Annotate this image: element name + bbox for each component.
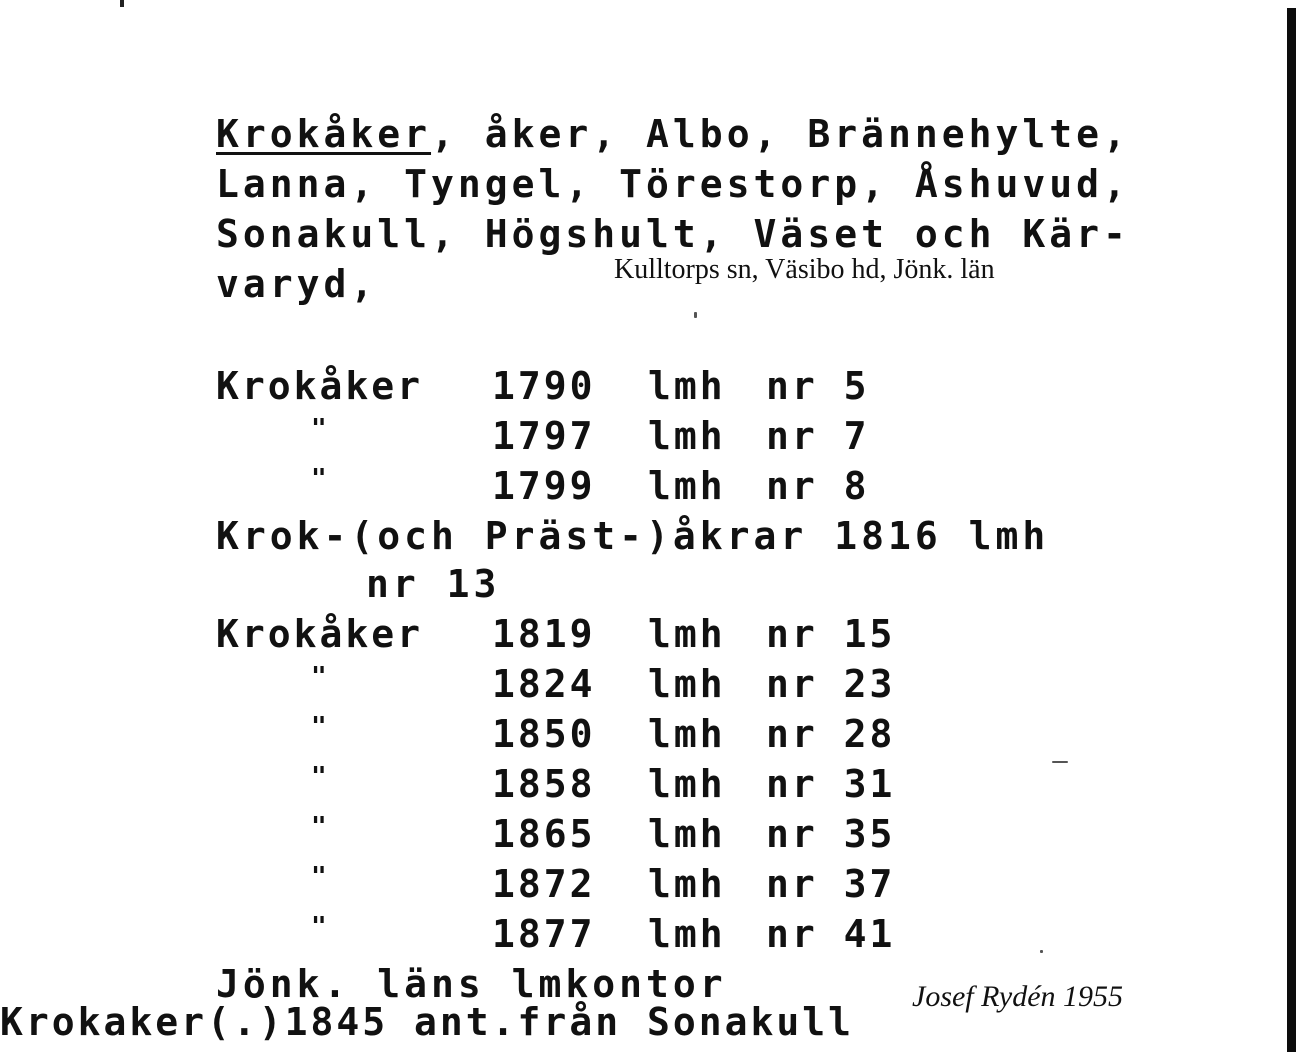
entry-year: 1790 [492,364,596,408]
entry-row [216,912,936,956]
scan-speck [1040,950,1043,953]
entry-row [216,612,936,656]
entry-row [216,364,936,408]
entry-name: Krokåker [216,364,424,408]
ditto-mark: " [311,912,330,942]
entry-year: 1824 [492,662,596,706]
entry-year: 1850 [492,712,596,756]
entry-nr: nr 41 [766,912,896,956]
entry-row [216,464,936,508]
entry-year: 1797 [492,414,596,458]
ditto-mark: " [311,862,330,892]
entry-nr: nr 31 [766,762,896,806]
source-line: Jönk. läns lmkontor [216,962,727,1006]
ditto-mark: " [311,812,330,842]
entry-name: Krokåker [216,612,424,656]
ditto-mark: " [311,712,330,742]
entry-row [216,812,936,856]
krok-prast-line-2: nr 13 [366,562,501,606]
entry-row [216,762,936,806]
heading-place-name: Krokåker [216,112,432,156]
entry-nr: nr 15 [766,612,896,656]
heading-line-4: varyd, [216,262,378,306]
entry-nr: nr 37 [766,862,896,906]
heading-line-1 [216,112,1130,156]
entry-year: 1799 [492,464,596,508]
entry-lmh: lmh [648,414,726,458]
ditto-mark: " [311,662,330,692]
entry-row [216,862,936,906]
entry-nr: nr 28 [766,712,896,756]
entry-lmh: lmh [648,712,726,756]
heading-line-2: Lanna, Tyngel, Törestorp, Åshuvud, [216,162,1130,206]
entry-lmh: lmh [648,662,726,706]
entry-year: 1872 [492,862,596,906]
entry-lmh: lmh [648,364,726,408]
heading-line-1-rest: , åker, Albo, Brännehylte, [431,112,1130,156]
heading-line-3: Sonakull, Högshult, Väset och Kär- [216,212,1130,256]
entry-lmh: lmh [648,612,726,656]
entry-nr: nr 23 [766,662,896,706]
signature: Josef Rydén 1955 [912,980,1124,1013]
entry-nr: nr 35 [766,812,896,856]
ditto-mark: " [311,762,330,792]
entry-year: 1819 [492,612,596,656]
parish-note: Kulltorps sn, Väsibo hd, Jönk. län [614,254,995,285]
entry-nr: nr 7 [766,414,870,458]
entry-lmh: lmh [648,862,726,906]
entry-row [216,662,936,706]
entry-lmh: lmh [648,812,726,856]
entry-lmh: lmh [648,464,726,508]
entry-row [216,712,936,756]
entry-year: 1877 [492,912,596,956]
footer-line: Krokaker(.)1845 ant.från Sonakull [0,1000,854,1044]
entry-nr: nr 8 [766,464,870,508]
scan-mark [120,0,124,7]
scan-speck [1052,761,1068,763]
entry-nr: nr 5 [766,364,870,408]
entry-year: 1858 [492,762,596,806]
ditto-mark: " [311,414,330,444]
entry-year: 1865 [492,812,596,856]
entry-lmh: lmh [648,912,726,956]
scan-speck [694,312,697,318]
ditto-mark: " [311,464,330,494]
krok-prast-line-1: Krok-(och Präst-)åkrar 1816 lmh [216,514,1050,558]
entry-lmh: lmh [648,762,726,806]
entry-row [216,414,936,458]
card-edge-line [1287,8,1296,1052]
